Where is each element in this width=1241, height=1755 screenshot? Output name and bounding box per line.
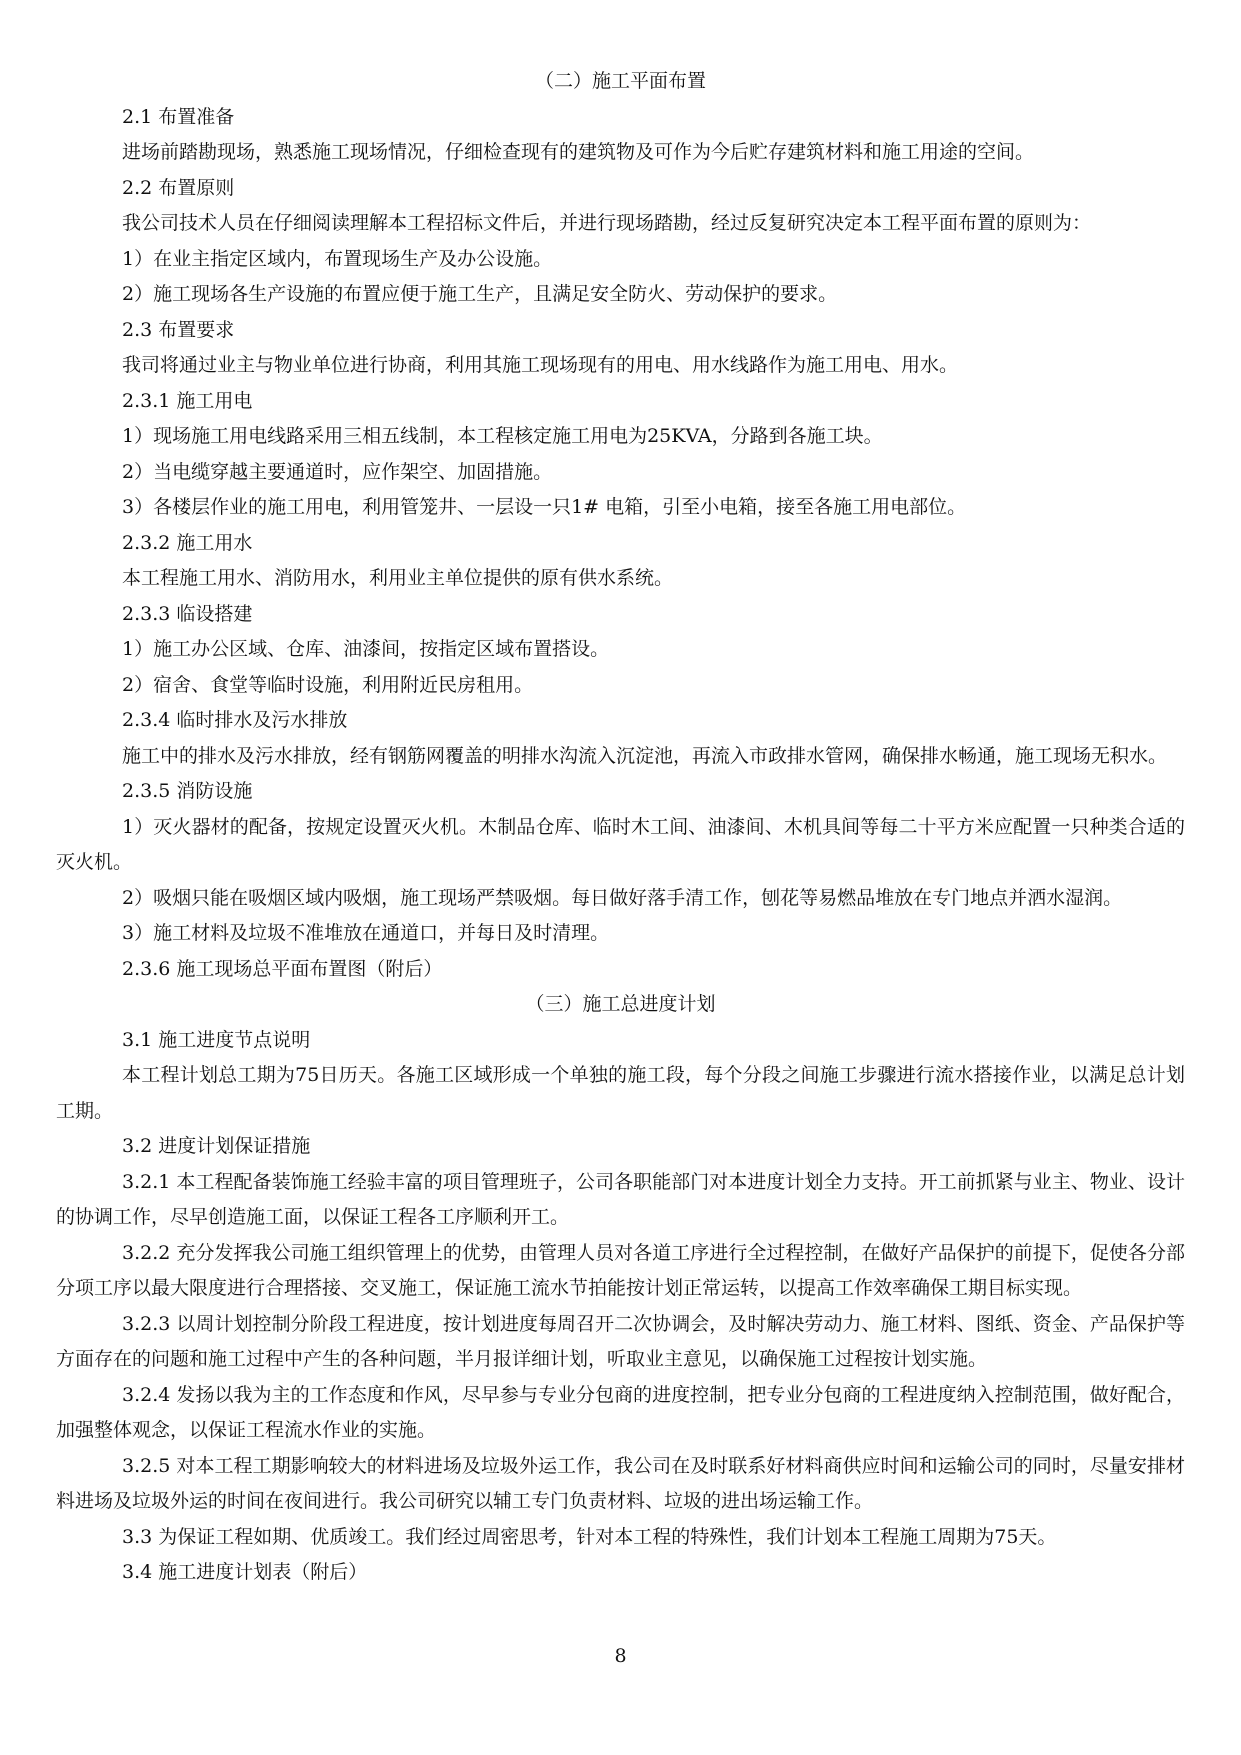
section-2-3-5-point-1: 1）灭火器材的配备，按规定设置灭火机。木制品仓库、临时木工间、油漆间、木机具间等每二十平方米应配置一只种类合适的灭火机。 [56,815,1185,873]
section-2-3-5-heading: 2.3.5 消防设施 [122,780,253,802]
section-2-2-point-1: 1）在业主指定区域内，布置现场生产及办公设施。 [122,247,553,270]
section-3-4: 3.4 施工进度计划表（附后） [122,1561,368,1583]
section-2-3-1-heading: 2.3.1 施工用电 [122,389,253,412]
section-3-3: 3.3 为保证工程如期、优质竣工。我们经过周密思考，针对本工程的特殊性，我们计划本工程施工周期为75天。 [122,1525,1057,1548]
section-2-3-3-point-1: 1）施工办公区域、仓库、油漆间，按指定区域布置搭设。 [122,638,610,660]
section-2-2-text: 我公司技术人员在仔细阅读理解本工程招标文件后，并进行现场踏勘，经过反复研究决定本工程平面布置的原则为： [122,212,1092,234]
section-2-3-text: 我司将通过业主与物业单位进行协商，利用其施工现场现有的用电、用水线路作为施工用电、用水。 [122,354,959,376]
section-3-1-heading: 3.1 施工进度节点说明 [122,1028,311,1051]
section-3-2-heading: 3.2 进度计划保证措施 [122,1135,311,1157]
section-3-2-2: 3.2.2 充分发挥我公司施工组织管理上的优势，由管理人员对各道工序进行全过程控制，在做好产品保护的前提下，促使各分部分项工序以最大限度进行合理搭接、交叉施工，保证施工流水节拍能按计划正常运转，以提高工作效率确保工期目标实现。 [56,1241,1185,1299]
section-2-3-4-heading: 2.3.4 临时排水及污水排放 [122,709,348,731]
section-2-1-heading: 2.1 布置准备 [122,105,235,128]
section-2-3-1-point-2: 2）当电缆穿越主要通道时，应作架空、加固措施。 [122,460,553,483]
section-2-3-3-heading: 2.3.3 临设搭建 [122,602,253,625]
page-number: 8 [614,1645,627,1667]
section-2-3-2-heading: 2.3.2 施工用水 [122,531,253,554]
section-2-3-2-text: 本工程施工用水、消防用水，利用业主单位提供的原有供水系统。 [122,567,674,589]
page-content [56,64,1185,1591]
section-2-1-text: 进场前踏勘现场，熟悉施工现场情况，仔细检查现有的建筑物及可作为今后贮存建筑材料和施工用途的空间。 [122,141,1035,163]
section-3-2-4: 3.2.4 发扬以我为主的工作态度和作风，尽早参与专业分包商的进度控制，把专业分包商的工程进度纳入控制范围，做好配合，加强整体观念，以保证工程流水作业的实施。 [56,1383,1185,1441]
section-3-1-text: 本工程计划总工期为75日历天。各施工区域形成一个单独的施工段，每个分段之间施工步骤进行流水搭接作业，以满足总计划工期。 [56,1064,1185,1122]
section-3-2-3: 3.2.3 以周计划控制分阶段工程进度，按计划进度每周召开二次协调会，及时解决劳动力、施工材料、图纸、资金、产品保护等方面存在的问题和施工过程中产生的各种问题，半月报详细计划，听取业主意见，以确保施工过程按计划实施。 [56,1312,1185,1370]
section-3-title: （三）施工总进度计划 [525,993,716,1015]
section-3-2-5: 3.2.5 对本工程工期影响较大的材料进场及垃圾外运工作，我公司在及时联系好材料商供应时间和运输公司的同时，尽量安排材料进场及垃圾外运的时间在夜间进行。我公司研究以辅工专门负责材料、垃圾的进出场运输工作。 [56,1454,1185,1512]
section-2-2-heading: 2.2 布置原则 [122,176,235,199]
section-2-3-4-text: 施工中的排水及污水排放，经有钢筋网覆盖的明排水沟流入沉淀池，再流入市政排水管网，确保排水畅通，施工现场无积水。 [122,744,1168,767]
section-2-3-6-heading: 2.3.6 施工现场总平面布置图（附后） [122,957,443,980]
section-2-3-heading: 2.3 布置要求 [122,318,235,341]
section-2-3-1-point-3: 3）各楼层作业的施工用电，利用管笼井、一层设一只1# 电箱，引至小电箱，接至各施工用电部位。 [122,496,967,518]
section-2-title: （二）施工平面布置 [534,70,706,92]
section-2-3-3-point-2: 2）宿舍、食堂等临时设施，利用附近民房租用。 [122,673,534,696]
section-2-2-point-2: 2）施工现场各生产设施的布置应便于施工生产，且满足安全防火、劳动保护的要求。 [122,283,838,305]
section-2-3-1-point-1: 1）现场施工用电线路采用三相五线制，本工程核定施工用电为25KVA，分路到各施工块。 [122,425,883,447]
section-2-3-5-point-2: 2）吸烟只能在吸烟区域内吸烟，施工现场严禁吸烟。每日做好落手清工作，刨花等易燃品堆放在专门地点并洒水湿润。 [122,886,1123,909]
section-3-2-1: 3.2.1 本工程配备装饰施工经验丰富的项目管理班子，公司各职能部门对本进度计划全力支持。开工前抓紧与业主、物业、设计的协调工作，尽早创造施工面，以保证工程各工序顺利开工。 [56,1170,1185,1228]
section-2-3-5-point-3: 3）施工材料及垃圾不准堆放在通道口，并每日及时清理。 [122,922,610,944]
